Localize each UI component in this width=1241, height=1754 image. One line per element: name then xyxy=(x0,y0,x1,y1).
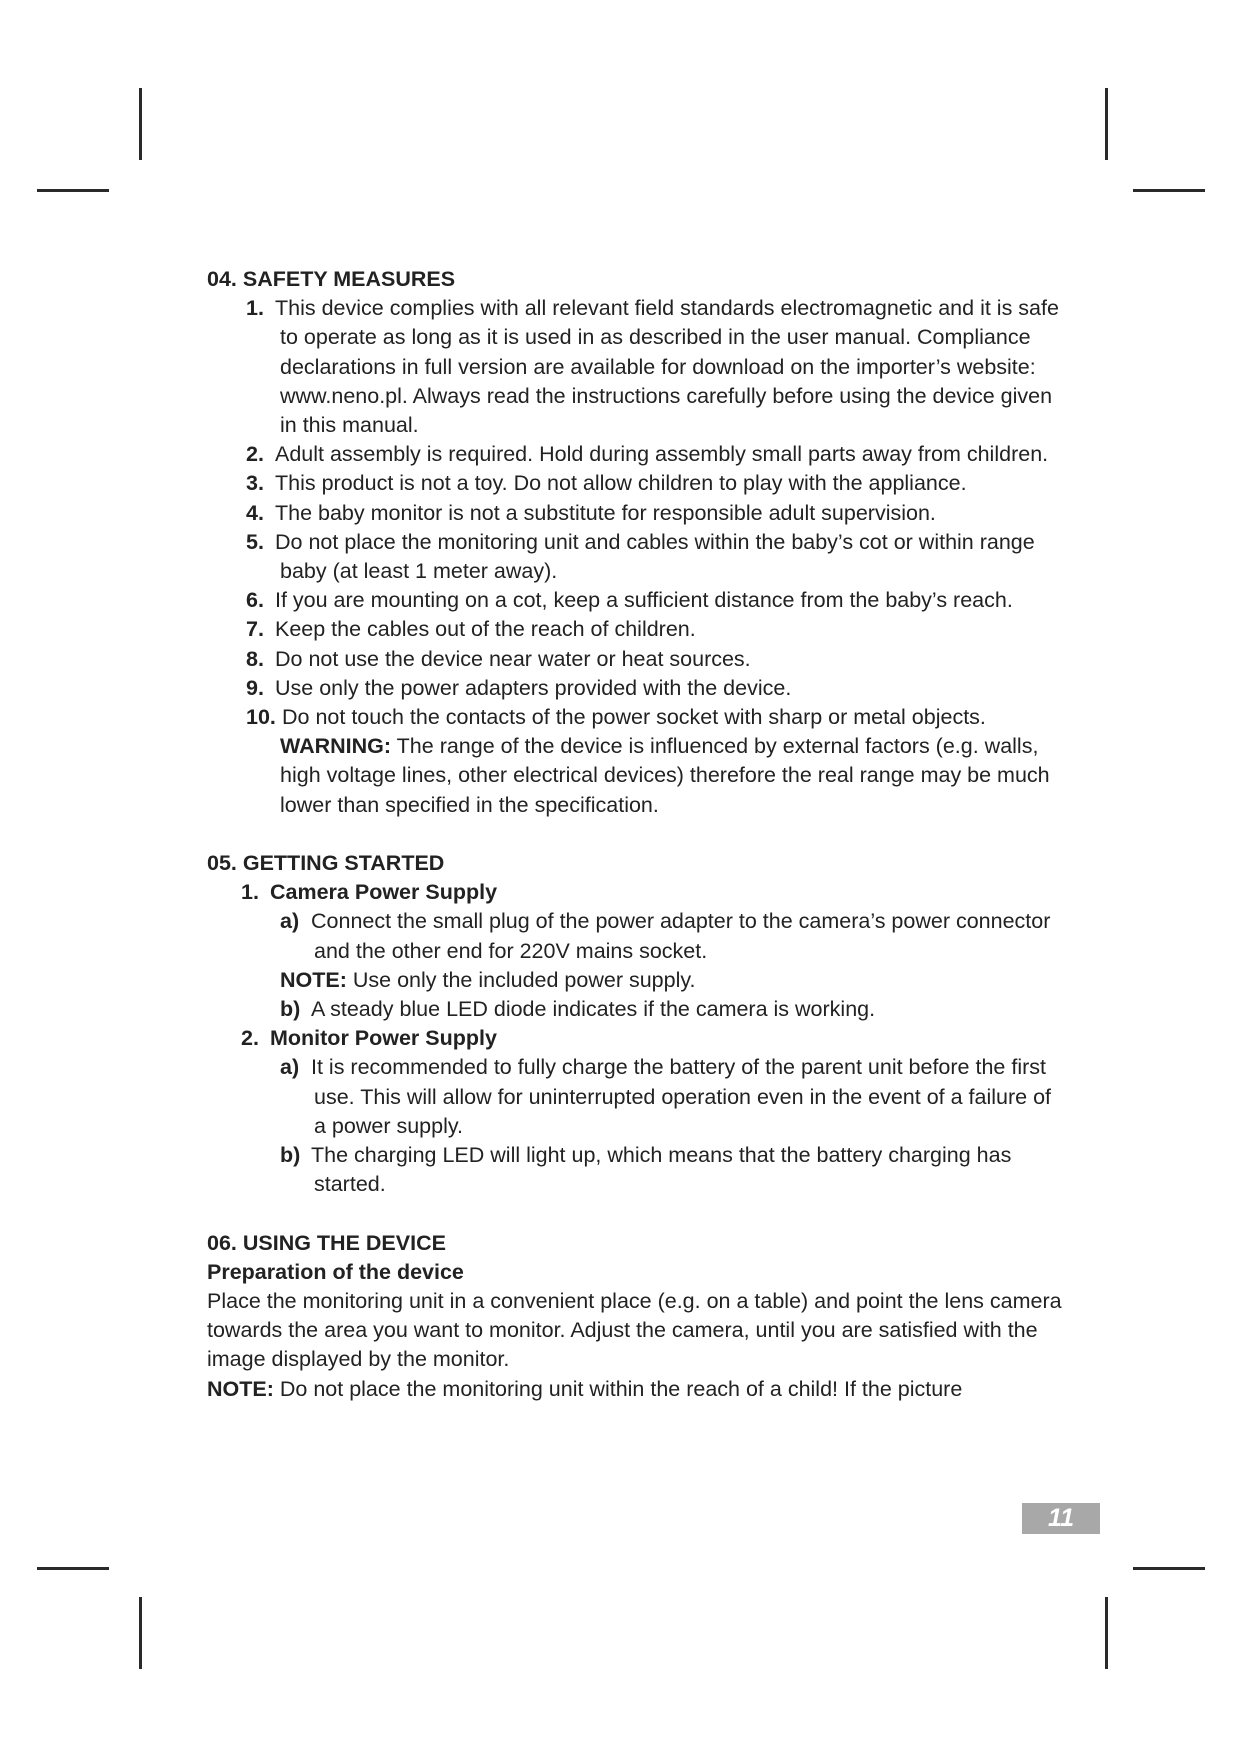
list-item: 9. Use only the power adapters provided with the device. xyxy=(246,675,792,700)
crop-mark-bottom-right-horizontal xyxy=(1133,1567,1205,1570)
crop-mark-top-right-vertical xyxy=(1105,88,1108,160)
monitor-step-a: a) It is recommended to fully charge the battery of the parent unit before the first use. This will allow for uninterrupted operation even in the event of a failure of a power supply. xyxy=(280,1055,1052,1138)
crop-mark-bottom-left-vertical xyxy=(139,1597,142,1669)
crop-mark-top-left-vertical xyxy=(139,88,142,160)
warning-note xyxy=(207,732,1067,820)
page-number-badge: 11 xyxy=(1022,1503,1100,1534)
list-item: 10. Do not touch the contacts of the power socket with sharp or metal objects. xyxy=(246,705,986,730)
list-item: 4. The baby monitor is not a substitute for responsible adult supervision. xyxy=(246,500,936,525)
warning-text: The range of the device is influenced by external factors (e.g. walls, high voltage lines, other electrical devices) therefore the real range may be much lower than specified in the specification. xyxy=(280,734,1050,817)
list-item: 5. Do not place the monitoring unit and cables within the baby’s cot or within range baby (at least 1 meter away). xyxy=(246,529,1035,584)
list-item: 3. This product is not a toy. Do not allow children to play with the appliance. xyxy=(246,471,967,496)
crop-mark-bottom-right-vertical xyxy=(1105,1597,1108,1669)
camera-power-supply-heading: 1. Camera Power Supply xyxy=(241,880,498,905)
spacer xyxy=(207,820,1067,849)
using-note: NOTE: Do not place the monitoring unit within the reach of a child! If the picture xyxy=(207,1376,963,1401)
spacer xyxy=(207,1199,1067,1228)
monitor-power-supply-heading: 2. Monitor Power Supply xyxy=(241,1026,497,1051)
preparation-subheading: Preparation of the device xyxy=(207,1259,464,1284)
safety-measures-heading: 04. SAFETY MEASURES xyxy=(207,267,456,291)
list-item: 1. This device complies with all relevant field standards electromagnetic and it is safe to operate as long as it is used in as described in the user manual. Compliance declarations in full version are available for download on the importer’s website: www.neno.pl. Always read the instructions carefully before using the device given in this manual. xyxy=(246,296,1059,438)
note-label: NOTE: xyxy=(280,967,347,992)
camera-note: NOTE: Use only the included power supply. xyxy=(280,967,696,992)
using-device-heading: 06. USING THE DEVICE xyxy=(207,1230,446,1255)
list-item: 7. Keep the cables out of the reach of children. xyxy=(246,617,696,642)
camera-step-b: b) A steady blue LED diode indicates if the camera is working. xyxy=(280,997,876,1022)
safety-list xyxy=(207,294,1067,732)
crop-mark-top-left-horizontal xyxy=(37,189,109,192)
camera-step-a: a) Connect the small plug of the power adapter to the camera’s power connector and the other end for 220V mains socket. xyxy=(280,909,1051,963)
note-label: NOTE: xyxy=(207,1376,274,1401)
getting-started-heading: 05. GETTING STARTED xyxy=(207,851,445,876)
crop-mark-bottom-left-horizontal xyxy=(37,1567,109,1570)
crop-mark-top-right-horizontal xyxy=(1133,189,1205,192)
page-content xyxy=(207,265,1067,1404)
list-item: 6. If you are mounting on a cot, keep a sufficient distance from the baby’s reach. xyxy=(246,588,1013,613)
list-item: 8. Do not use the device near water or heat sources. xyxy=(246,646,751,671)
monitor-step-b: b) The charging LED will light up, which means that the battery charging has started. xyxy=(280,1143,1012,1197)
preparation-paragraph: Place the monitoring unit in a convenient place (e.g. on a table) and point the lens camera towards the area you want to monitor. Adjust the camera, until you are satisfied with the image displayed by the monitor. xyxy=(207,1289,1062,1372)
warning-label: WARNING: xyxy=(280,734,392,759)
list-item: 2. Adult assembly is required. Hold during assembly small parts away from children. xyxy=(246,442,1049,467)
